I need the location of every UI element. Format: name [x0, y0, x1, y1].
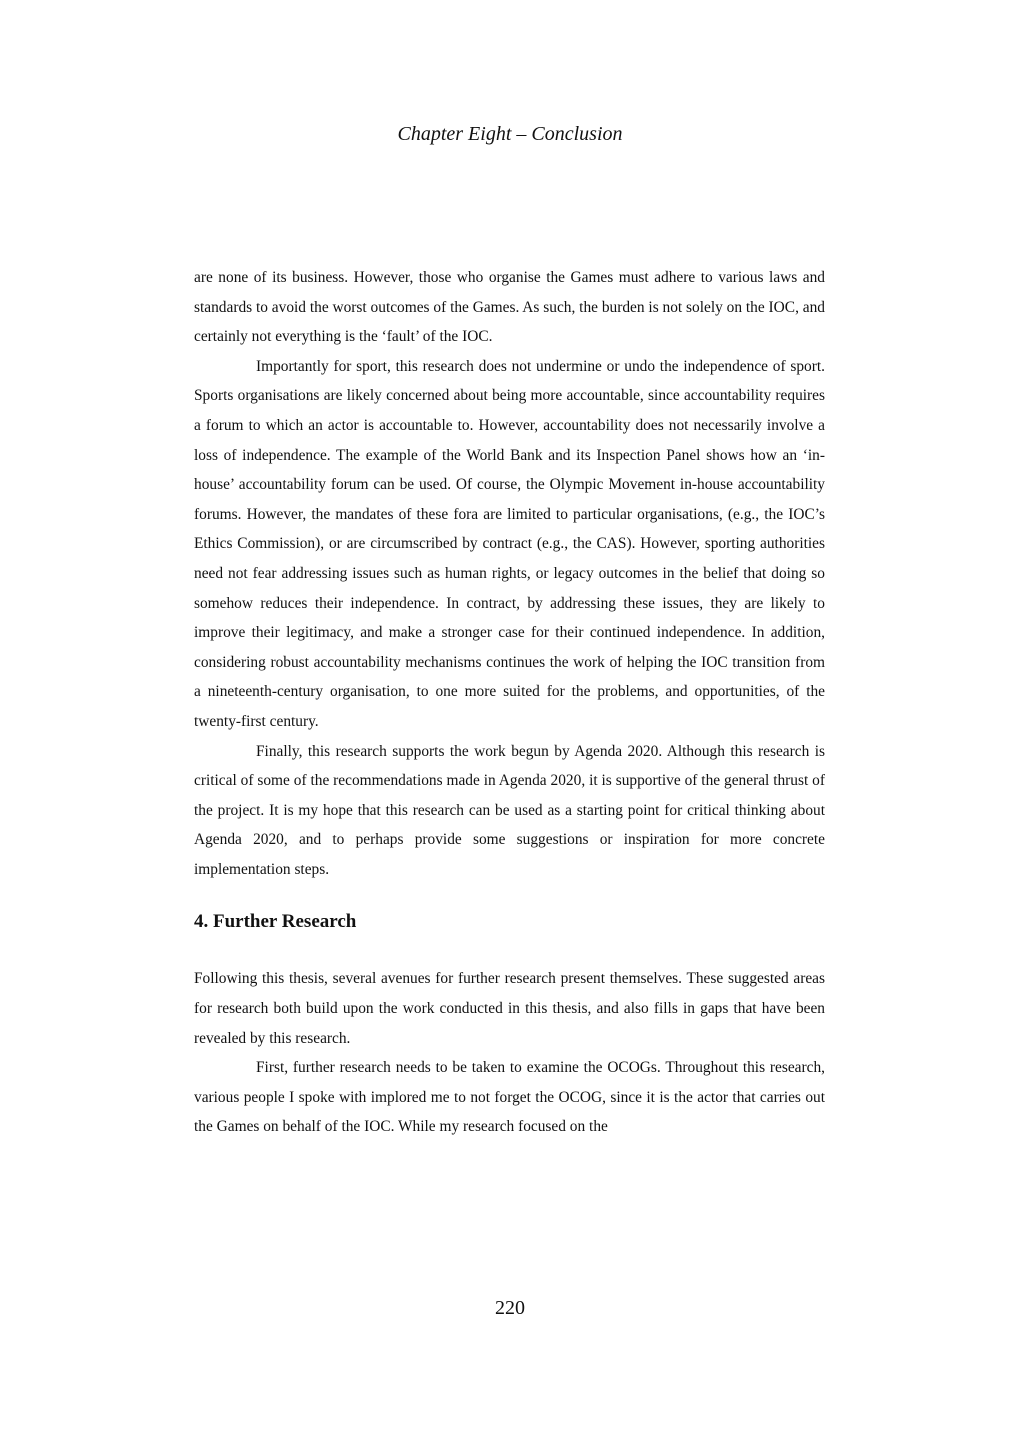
paragraph-further-research-intro: Following this thesis, several avenues for further research present themselves. These suggested areas for research both build upon the work conducted in this thesis, and also fills in gaps that have been revealed by this research.: [194, 970, 825, 1047]
paragraph-continuation: are none of its business. However, those who organise the Games must adhere to various laws and standards to avoid the worst outcomes of the Games. As such, the burden is not solely on the IOC, and certainly not everything is the ‘fault’ of the IOC.: [194, 269, 825, 346]
paragraph-independence-of-sport: Importantly for sport, this research does not undermine or undo the independence of sport. Sports organisations are likely concerned about being more accountable, since accountability requires a forum to which an actor is accountable to. However, accountability does not necessarily involve a loss of independence. The example of the World Bank and its Inspection Panel shows how an ‘in-house’ accountability forum can be used. Of course, the Olympic Movement in-house accountability forums. However, the mandates of these fora are limited to particular organisations, (e.g., the IOC’s Ethics Commission), or are circumscribed by contract (e.g., the CAS). However, sporting authorities need not fear addressing issues such as human rights, or legacy outcomes in the belief that doing so somehow reduces their independence. In contract, by addressing these issues, they are likely to improve their legitimacy, and make a stronger case for their continued independence. In addition, considering robust accountability mechanisms continues the work of helping the IOC transition from a nineteenth-century organisation, to one more suited for the problems, and opportunities, of the twenty-first century.: [194, 357, 825, 730]
body-text: [194, 263, 825, 1142]
running-header: Chapter Eight – Conclusion: [397, 123, 623, 145]
paragraph-agenda-2020: Finally, this research supports the work begun by Agenda 2020. Although this research is critical of some of the recommendations made in Agenda 2020, it is supportive of the general thrust of the project. It is my hope that this research can be used as a starting point for critical thinking about Agenda 2020, and to perhaps provide some suggestions or inspiration for more concrete implementation steps.: [194, 742, 825, 878]
paragraph-ocog-research: First, further research needs to be taken to examine the OCOGs. Throughout this research, various people I spoke with implored me to not forget the OCOG, since it is the actor that carries out the Games on behalf of the IOC. While my research focused on the: [194, 1059, 825, 1136]
page-number: 220: [495, 1297, 525, 1319]
section-heading-further-research: 4. Further Research: [194, 911, 357, 933]
